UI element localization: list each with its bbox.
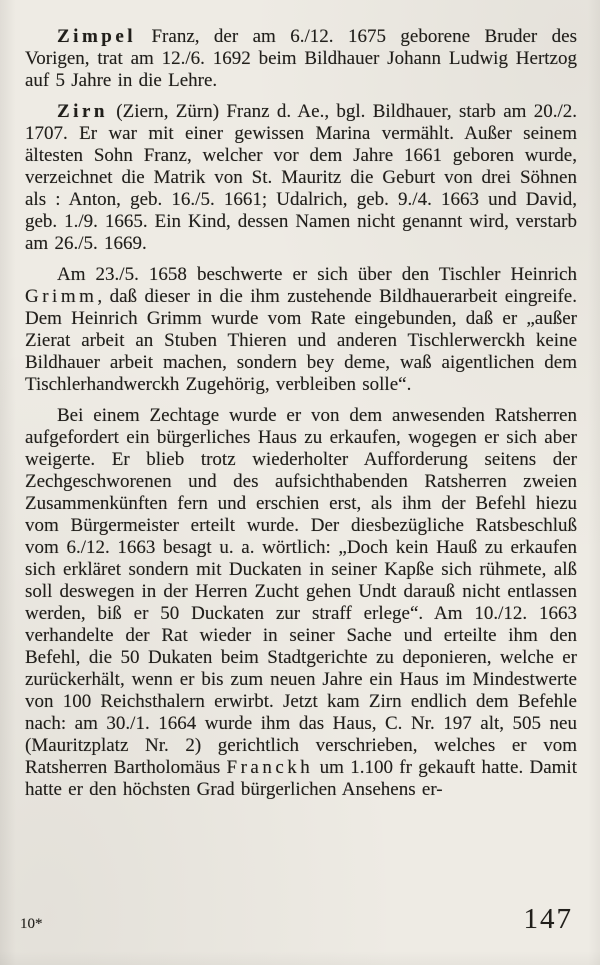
paragraph-zimpel-text: Franz, der am 6./12. 1675 geborene Bruder des Vorigen, trat am 12./6. 1692 beim Bildhauer Johann Ludwig Hertzog auf 5 Jahre in die Lehre. <box>25 26 577 91</box>
sheet-signature-mark: 10* <box>20 916 43 932</box>
paragraph-zimpel <box>25 26 577 92</box>
paragraph-grimm-post-text: , daß dieser in die ihm zustehende Bildhauerarbeit eingreife. Dem Heinrich Grimm wurde vom Rate eingebunden, daß er „außer Zierat arbeit an Stuben Thieren und anderen Tischlerwerckh keine Bildhauer arbeit machen, sondern bey deme, waß aigentlichen dem Tischlerhandwerckh Zugehörig, verbleiben solle“. <box>25 286 577 395</box>
name-grimm: Grimm <box>25 286 98 307</box>
page-footer <box>20 903 573 936</box>
paragraph-grimm-dispute <box>25 264 577 396</box>
book-page <box>25 26 577 801</box>
name-franckh: Franckh <box>226 757 314 778</box>
paragraph-grimm-pre-text: Am 23./5. 1658 beschwerte er sich über den Tischler Heinrich <box>57 264 577 285</box>
headword-zirn: Zirn <box>57 101 108 122</box>
paragraph-house-post-text: um 1.100 fr gekauft hatte. Damit hatte er den höchsten Grad bürgerlichen Ansehens er- <box>25 757 577 800</box>
headword-zimpel: Zimpel <box>57 26 137 47</box>
paragraph-house-purchase <box>25 405 577 801</box>
paragraph-house-pre-text: Bei einem Zechtage wurde er von dem anwesenden Ratsherren aufgefordert ein bürgerliches Haus zu erkaufen, wogegen er sich aber weigerte. Er blieb trotz wiederholter Aufforderung seitens der Zechgeschworenen und des aufsichthabenden Ratsherren zweien Zusammenkünften fern und erschien erst, als ihm der Befehl hiezu vom Bürgermeister erteilt wurde. Der diesbezügliche Ratsbeschluß vom 6./12. 1663 besagt u. a. wörtlich: „Doch kein Hauß zu erkaufen sich erkläret sondern mit Duckaten in seiner Kapße sich rühmete, alß soll deswegen in der Herren Zucht gehen Undt darauß nicht entlassen werden, biß er 50 Duckaten zur straff erlege“. Am 10./12. 1663 verhandelte der Rat wieder in seiner Sache und erteilte ihm den Befehl, die 50 Dukaten beim Stadtgerichte zu deponieren, welche er zurückerhält, wenn er bis zum neuen Jahre ein Haus im Mindestwerte von 100 Reichsthalern erwirbt. Jetzt kam Zirn endlich dem Befehle nach: am 30./1. 1664 wurde ihm das Haus, C. Nr. 197 alt, 505 neu (Mauritzplatz Nr. 2) gerichtlich verschrieben, welches er vom Ratsherren Bartholomäus <box>25 405 577 778</box>
page-number: 147 <box>523 903 573 935</box>
paragraph-zirn-text: (Ziern, Zürn) Franz d. Ae., bgl. Bildhauer, starb am 20./2. 1707. Er war mit einer gewissen Marina vermählt. Außer seinem ältesten Sohn Franz, welcher vor dem Jahre 1661 geboren wurde, verzeichnet die Matrik von St. Mauritz die Geburt von drei Söhnen als : Anton, geb. 16./5. 1661; Udalrich, geb. 9./4. 1663 und David, geb. 1./9. 1665. Ein Kind, dessen Namen nicht genannt wird, verstarb am 26./5. 1669. <box>25 101 577 254</box>
paragraph-zirn <box>25 101 577 255</box>
